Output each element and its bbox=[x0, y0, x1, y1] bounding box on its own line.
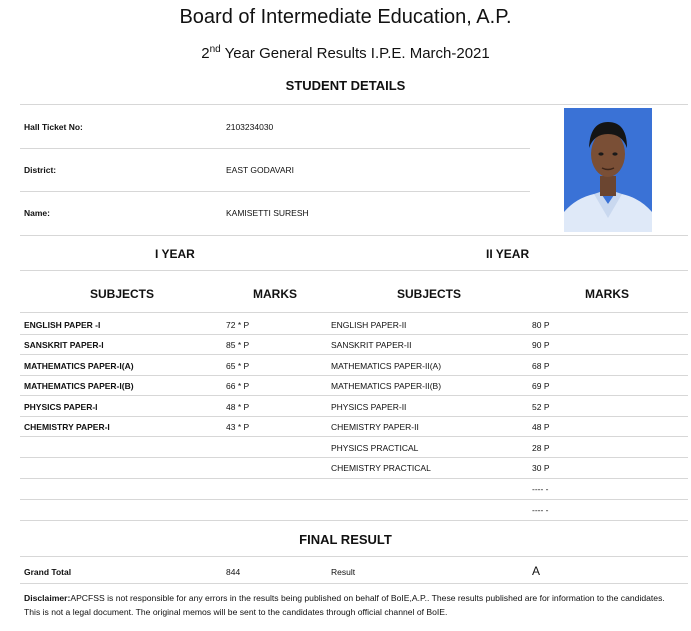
year1-subject: CHEMISTRY PAPER-I bbox=[24, 422, 110, 432]
year2-marks: 90 P bbox=[532, 340, 550, 350]
year1-marks: 48 * P bbox=[226, 402, 250, 412]
year1-marks-header: MARKS bbox=[253, 287, 297, 301]
divider bbox=[20, 270, 688, 271]
disclaimer-text: APCFSS is not responsible for any errors in the results being published on behalf of BoIE,A.P.. These results published are for information to the candidates. This is not a legal document. The original memos will be sent to the candidates through official channel of BoIE. bbox=[24, 593, 665, 617]
year2-marks: 80 P bbox=[532, 320, 550, 330]
divider bbox=[20, 104, 688, 105]
divider bbox=[20, 416, 688, 417]
divider bbox=[20, 583, 688, 584]
year2-subject: CHEMISTRY PAPER-II bbox=[331, 422, 419, 432]
year1-subjects-header: SUBJECTS bbox=[90, 287, 155, 301]
exam-year-number: 2 bbox=[201, 45, 210, 62]
board-title: Board of Intermediate Education, A.P. bbox=[179, 6, 512, 28]
year2-marks: 69 P bbox=[532, 381, 550, 391]
year2-subject: SANSKRIT PAPER-II bbox=[331, 340, 412, 350]
divider bbox=[20, 312, 688, 313]
year1-subject: MATHEMATICS PAPER-I(A) bbox=[24, 361, 134, 371]
year1-marks: 85 * P bbox=[226, 340, 250, 350]
divider bbox=[20, 520, 688, 521]
year2-subject: MATHEMATICS PAPER-II(A) bbox=[331, 361, 442, 371]
year2-marks: 52 P bbox=[532, 402, 550, 412]
year2-marks-header: MARKS bbox=[585, 287, 629, 301]
year1-subject: SANSKRIT PAPER-I bbox=[24, 340, 104, 350]
student-details-title: STUDENT DETAILS bbox=[285, 78, 406, 93]
divider bbox=[20, 354, 688, 355]
year1-marks: 66 * P bbox=[226, 381, 250, 391]
result-label: Result bbox=[331, 567, 356, 577]
divider bbox=[20, 556, 688, 557]
hall-ticket-value: 2103234030 bbox=[226, 122, 274, 132]
grand-total-label: Grand Total bbox=[24, 567, 72, 577]
year1-title: I YEAR bbox=[155, 247, 195, 261]
district-label: District: bbox=[24, 165, 57, 175]
divider bbox=[20, 457, 688, 458]
year2-subject: PHYSICS PRACTICAL bbox=[331, 443, 419, 453]
year2-marks: 28 P bbox=[532, 443, 550, 453]
year1-subject: ENGLISH PAPER -I bbox=[24, 320, 101, 330]
divider bbox=[20, 499, 688, 500]
divider bbox=[20, 148, 530, 149]
year1-marks: 43 * P bbox=[226, 422, 250, 432]
final-result-title: FINAL RESULT bbox=[299, 532, 392, 547]
year2-marks: 68 P bbox=[532, 361, 550, 371]
year1-subject: PHYSICS PAPER-I bbox=[24, 402, 98, 412]
year2-marks: 30 P bbox=[532, 463, 550, 473]
name-value: KAMISETTI SURESH bbox=[226, 208, 309, 218]
year2-subject: PHYSICS PAPER-II bbox=[331, 402, 407, 412]
year2-subject: CHEMISTRY PRACTICAL bbox=[331, 463, 431, 473]
disclaimer-label: Disclaimer: bbox=[24, 593, 71, 603]
exam-title bbox=[0, 44, 691, 62]
divider bbox=[20, 478, 688, 479]
divider bbox=[20, 334, 688, 335]
year2-subject: MATHEMATICS PAPER-II(B) bbox=[331, 381, 442, 391]
divider bbox=[20, 375, 688, 376]
exam-year-suffix: nd bbox=[209, 44, 221, 55]
exam-name: Year General Results I.P.E. March-2021 bbox=[220, 45, 490, 62]
year1-subject: MATHEMATICS PAPER-I(B) bbox=[24, 381, 134, 391]
district-value: EAST GODAVARI bbox=[226, 165, 295, 175]
year2-title: II YEAR bbox=[486, 247, 530, 261]
divider bbox=[20, 235, 688, 236]
divider bbox=[20, 436, 688, 437]
hall-ticket-label: Hall Ticket No: bbox=[24, 122, 83, 132]
divider bbox=[20, 395, 688, 396]
result-grade: A bbox=[532, 564, 541, 578]
grand-total-value: 844 bbox=[226, 567, 241, 577]
year2-subjects-header: SUBJECTS bbox=[397, 287, 462, 301]
year2-subject: ENGLISH PAPER-II bbox=[331, 320, 407, 330]
year1-marks: 72 * P bbox=[226, 320, 250, 330]
divider bbox=[20, 191, 530, 192]
student-photo bbox=[564, 108, 652, 232]
name-label: Name: bbox=[24, 208, 50, 218]
disclaimer bbox=[24, 591, 674, 619]
year2-marks: ---- - bbox=[532, 484, 549, 494]
year2-marks: 48 P bbox=[532, 422, 550, 432]
year1-marks: 65 * P bbox=[226, 361, 250, 371]
year2-marks: ---- - bbox=[532, 505, 549, 515]
